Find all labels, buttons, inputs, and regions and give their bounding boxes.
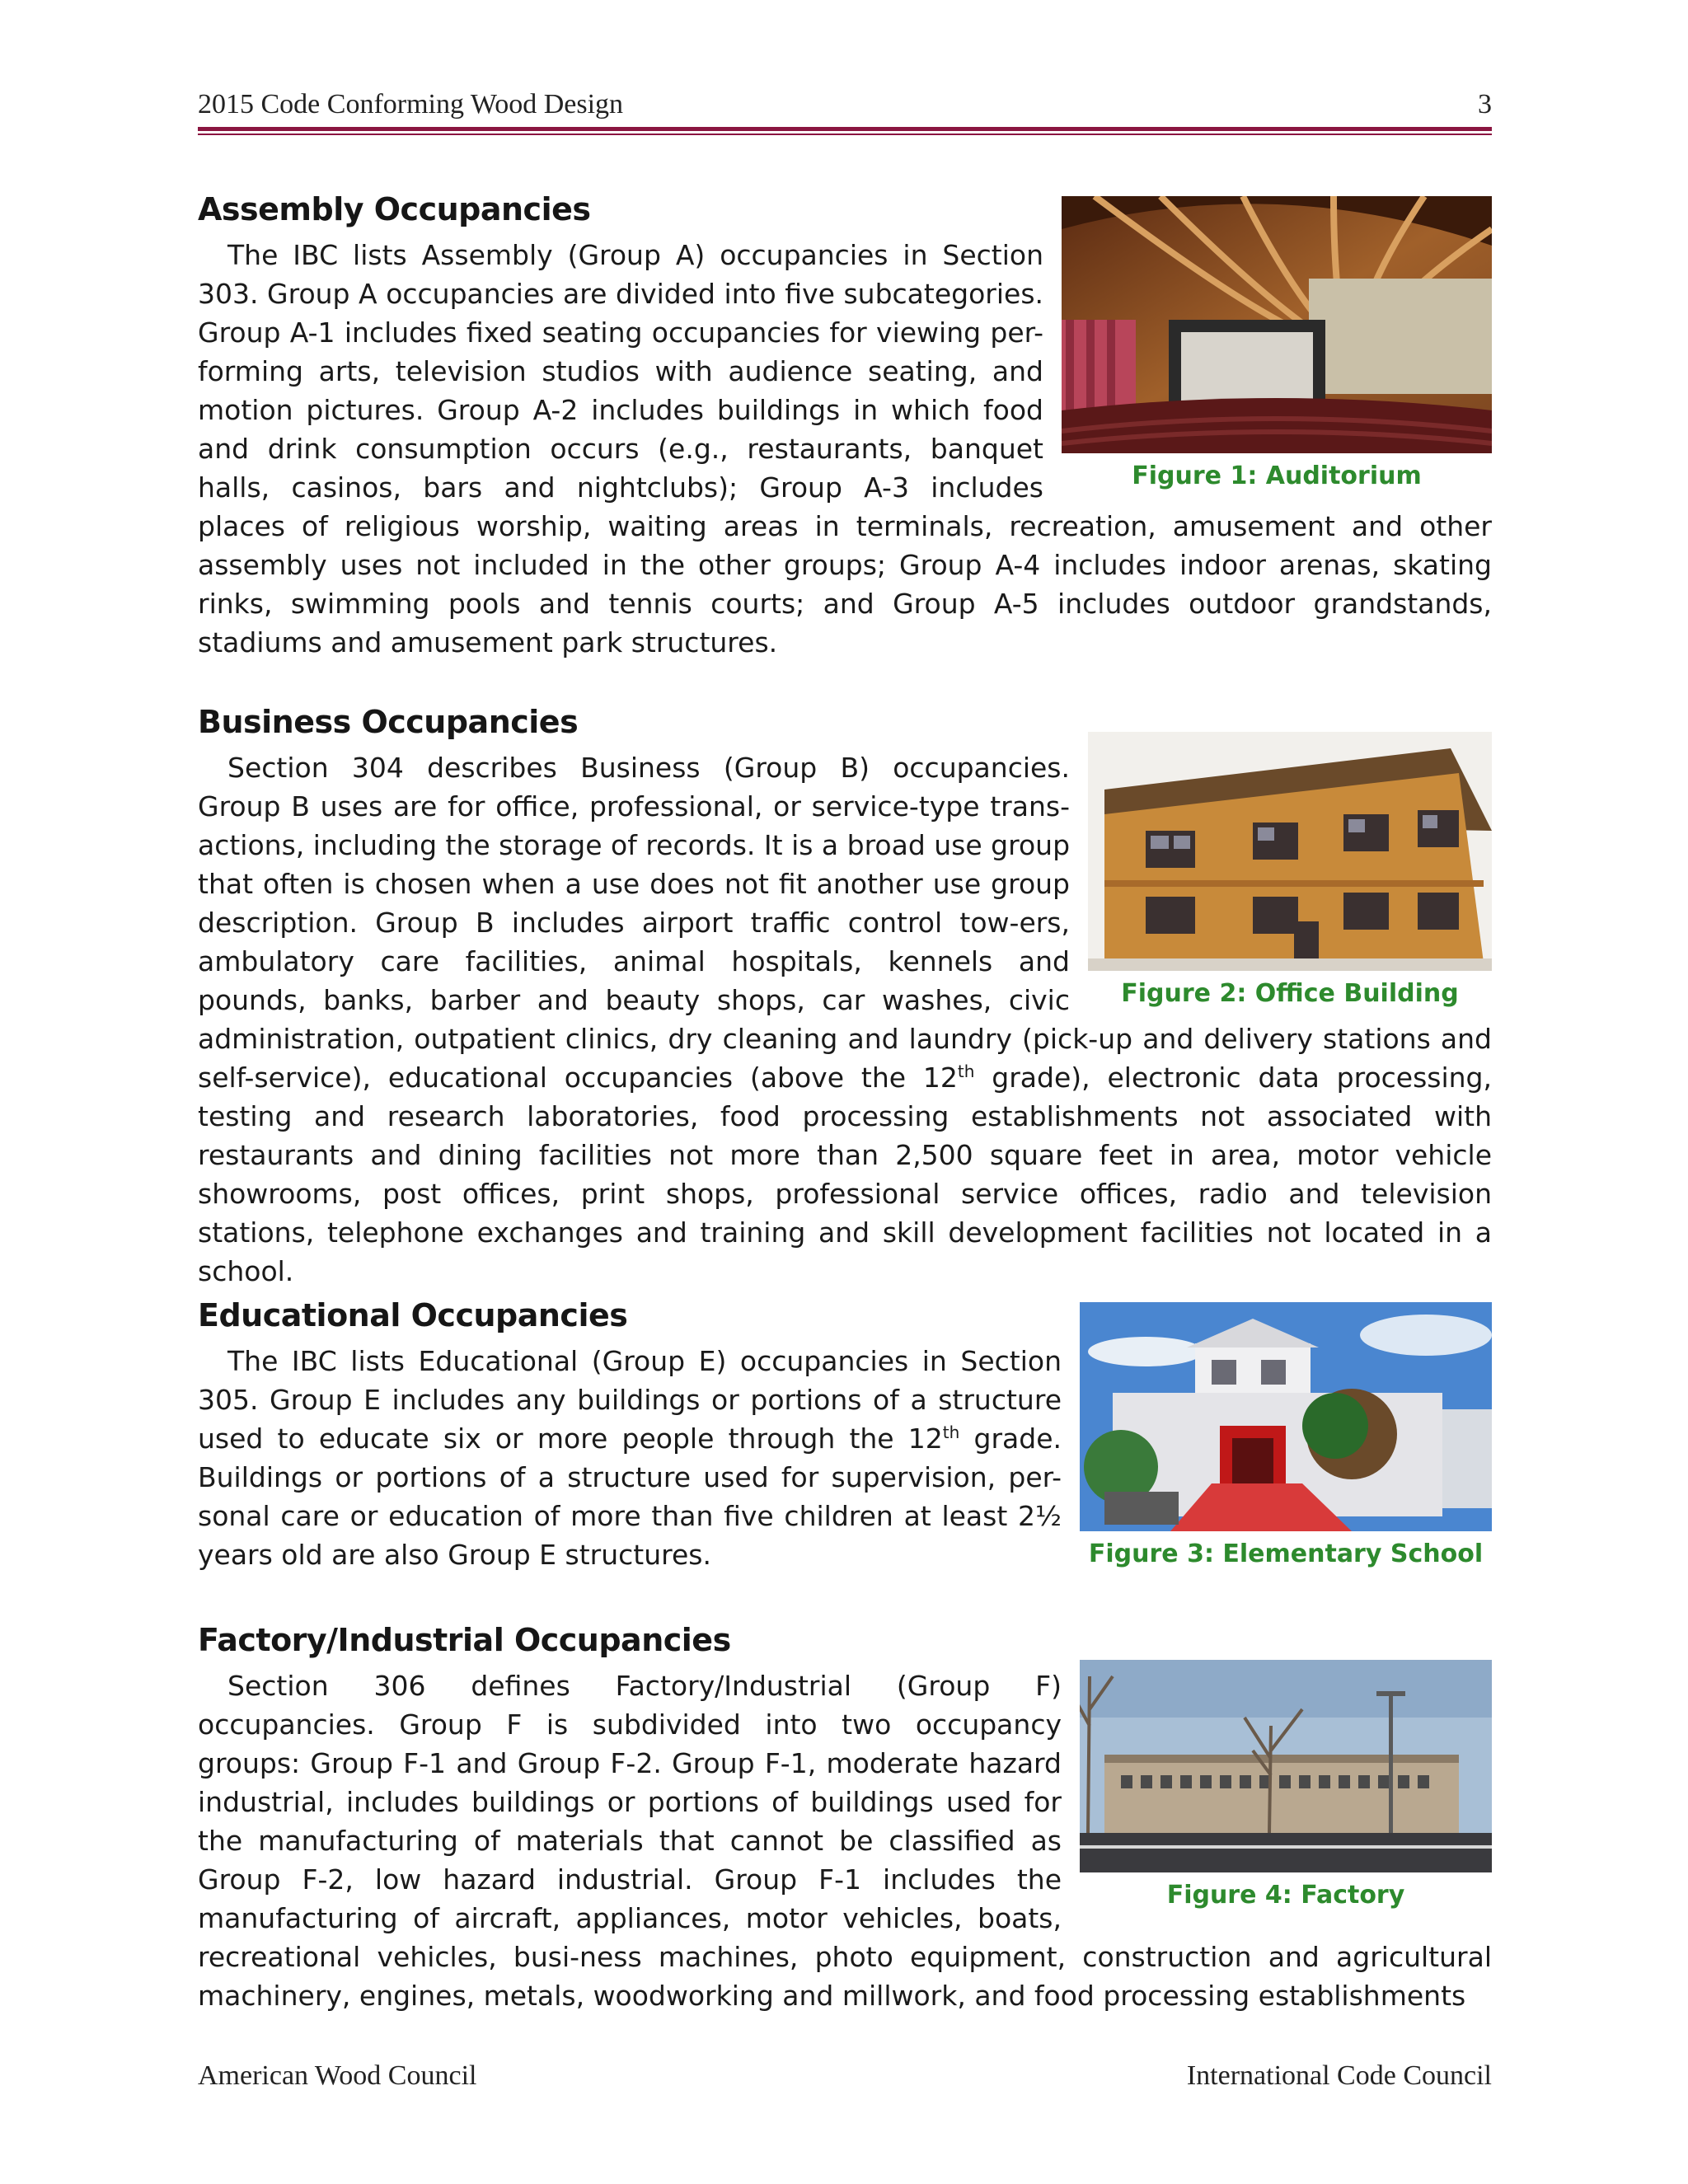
figure-auditorium xyxy=(1062,196,1492,490)
footer-right: International Code Council xyxy=(1186,2060,1492,2091)
section-heading: Business Occupancies xyxy=(198,704,579,740)
factory-photo xyxy=(1080,1660,1492,1872)
figure-caption: Figure 4: Factory xyxy=(1166,1881,1405,1910)
page-header xyxy=(198,89,1492,130)
document-title: 2015 Code Conforming Wood Design xyxy=(198,89,624,120)
figure-caption: Figure 1: Auditorium xyxy=(1132,462,1422,490)
section-body: The IBC lists Educational (Group E) occupancies in Section 305. Group E includes any buildings or portions of a structure used to educate six or more people through the 12th grade. Buildings or portions of a structure used for supervision, per-sonal care or education of more than five children at least 2½ years old are also Group E structures. xyxy=(198,1345,1062,1571)
figure-factory xyxy=(1080,1660,1492,1910)
section-educational xyxy=(198,1297,1492,1574)
section-heading: Factory/Industrial Occupancies xyxy=(198,1622,731,1658)
header-rule-thick xyxy=(198,127,1492,131)
figure-caption: Figure 3: Elementary School xyxy=(1088,1540,1484,1568)
section-assembly xyxy=(198,191,1492,662)
section-body: Section 304 describes Business (Group B) occupancies. Group B uses are for office, professional, or service-type trans-actions, including the storage of records. It is a broad use group that often is chosen when a use does not fit another use group description. Group B includes airport traffic control tow-ers, ambulatory care facilities, animal hospitals, kennels and pounds, banks, barber and beauty shops, car washes, civic administration, outpatient clinics, dry cleaning and laundry (pick-up and delivery stations and self-service), educational occupancies (above the 12th grade), electronic data processing, testing and research laboratories, food processing establishments not associated with restaurants and dining facilities not more than 2,500 square feet in area, motor vehicle showrooms, post offices, print shops, professional service offices, radio and television stations, telephone exchanges and training and skill development facilities not located in a school. xyxy=(198,752,1492,1287)
page-number: 3 xyxy=(1478,89,1492,120)
auditorium-photo xyxy=(1062,196,1492,453)
header-rule-thin xyxy=(198,134,1492,135)
section-business xyxy=(198,704,1492,1291)
office-building-photo xyxy=(1088,732,1492,971)
school-photo xyxy=(1080,1302,1492,1531)
footer-left: American Wood Council xyxy=(198,2060,477,2091)
section-heading: Educational Occupancies xyxy=(198,1297,628,1333)
section-heading: Assembly Occupancies xyxy=(198,191,591,227)
figure-office-building xyxy=(1088,732,1492,1008)
section-factory xyxy=(198,1622,1492,2015)
section-body: The IBC lists Assembly (Group A) occupancies in Section 303. Group A occupancies are divided into five subcategories. Group A-1 includes fixed seating occupancies for viewing per-forming arts, television studios with audience seating, and motion pictures. Group A-2 includes buildings in which food and drink consumption occurs (e.g., restaurants, banquet halls, casinos, bars and nightclubs); Group A-3 includes places of religious worship, waiting areas in terminals, recreation, amusement and other assembly uses not included in the other groups; Group A-4 includes indoor arenas, skating rinks, swimming pools and tennis courts; and Group A-5 includes outdoor grandstands, stadiums and amusement park structures. xyxy=(198,239,1492,658)
section-body: Section 306 defines Factory/Industrial (Group F) occupancies. Group F is subdivided into two occupancy groups: Group F-1 and Group F-2. Group F-1, moderate hazard industrial, includes buildings or portions of buildings used for the manufacturing of materials that cannot be classified as Group F-2, low hazard industrial. Group F-1 includes the manufacturing of aircraft, appliances, motor vehicles, boats, recreational vehicles, busi-ness machines, photo equipment, construction and agricultural machinery, engines, metals, woodworking and millwork, and food processing establishments xyxy=(198,1670,1492,2012)
figure-elementary-school xyxy=(1080,1302,1492,1568)
figure-caption: Figure 2: Office Building xyxy=(1121,979,1459,1008)
